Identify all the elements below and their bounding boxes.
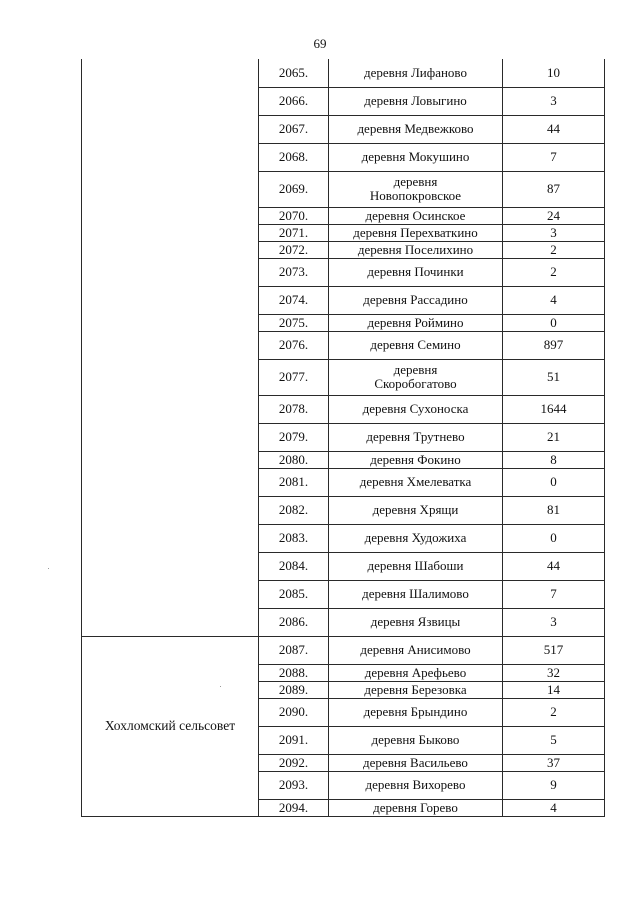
scan-speck	[220, 686, 221, 687]
settlement-count: 7	[503, 580, 605, 608]
settlement-count: 81	[503, 496, 605, 524]
row-number: 2092.	[259, 754, 329, 771]
settlement-count: 4	[503, 799, 605, 816]
settlement-name: деревня Анисимово	[329, 636, 503, 664]
settlement-table	[81, 59, 605, 817]
table-row	[82, 636, 605, 664]
settlement-count: 517	[503, 636, 605, 664]
settlement-name: деревня Хмелеватка	[329, 468, 503, 496]
row-number: 2091.	[259, 726, 329, 754]
settlement-name: деревня Художиха	[329, 524, 503, 552]
region-cell: Хохломский сельсовет	[82, 636, 259, 816]
settlement-count: 37	[503, 754, 605, 771]
settlement-count: 5	[503, 726, 605, 754]
row-number: 2094.	[259, 799, 329, 816]
row-number: 2068.	[259, 143, 329, 171]
settlement-name: деревня Семино	[329, 331, 503, 359]
settlement-count: 87	[503, 171, 605, 207]
settlement-count: 51	[503, 359, 605, 395]
row-number: 2076.	[259, 331, 329, 359]
settlement-count: 10	[503, 59, 605, 87]
settlement-name: деревня Шабоши	[329, 552, 503, 580]
settlement-name: деревня Шалимово	[329, 580, 503, 608]
settlement-count: 44	[503, 115, 605, 143]
settlement-count: 2	[503, 241, 605, 258]
settlement-name: деревня Мокушино	[329, 143, 503, 171]
table-row	[82, 59, 605, 87]
settlement-name: деревня Новопокровское	[329, 171, 503, 207]
settlement-name: деревня Рассадино	[329, 286, 503, 314]
row-number: 2077.	[259, 359, 329, 395]
settlement-name: деревня Горево	[329, 799, 503, 816]
region-cell	[82, 59, 259, 636]
settlement-name: деревня Осинское	[329, 207, 503, 224]
row-number: 2072.	[259, 241, 329, 258]
settlement-name: деревня Васильево	[329, 754, 503, 771]
row-number: 2086.	[259, 608, 329, 636]
settlement-name: деревня Скоробогатово	[329, 359, 503, 395]
settlement-name: деревня Сухоноска	[329, 395, 503, 423]
row-number: 2074.	[259, 286, 329, 314]
row-number: 2082.	[259, 496, 329, 524]
settlement-name: деревня Перехваткино	[329, 224, 503, 241]
row-number: 2079.	[259, 423, 329, 451]
settlement-name: деревня Роймино	[329, 314, 503, 331]
settlement-count: 8	[503, 451, 605, 468]
settlement-name: деревня Медвежково	[329, 115, 503, 143]
settlement-name: деревня Арефьево	[329, 664, 503, 681]
row-number: 2090.	[259, 698, 329, 726]
row-number: 2088.	[259, 664, 329, 681]
row-number: 2070.	[259, 207, 329, 224]
settlement-name: деревня Вихорево	[329, 771, 503, 799]
settlement-name: деревня Березовка	[329, 681, 503, 698]
row-number: 2087.	[259, 636, 329, 664]
settlement-count: 2	[503, 698, 605, 726]
settlement-count: 24	[503, 207, 605, 224]
settlement-name: деревня Трутнево	[329, 423, 503, 451]
page-number: 69	[313, 36, 327, 51]
settlement-name: деревня Быково	[329, 726, 503, 754]
settlement-name: деревня Хрящи	[329, 496, 503, 524]
settlement-name: деревня Фокино	[329, 451, 503, 468]
settlement-count: 0	[503, 314, 605, 331]
row-number: 2083.	[259, 524, 329, 552]
row-number: 2075.	[259, 314, 329, 331]
settlement-count: 14	[503, 681, 605, 698]
row-number: 2067.	[259, 115, 329, 143]
row-number: 2081.	[259, 468, 329, 496]
settlement-name: деревня Язвицы	[329, 608, 503, 636]
settlement-count: 0	[503, 524, 605, 552]
row-number: 2078.	[259, 395, 329, 423]
settlement-table-body	[82, 59, 605, 816]
settlement-count: 7	[503, 143, 605, 171]
settlement-count: 897	[503, 331, 605, 359]
settlement-count: 0	[503, 468, 605, 496]
settlement-count: 21	[503, 423, 605, 451]
settlement-count: 3	[503, 224, 605, 241]
settlement-count: 2	[503, 258, 605, 286]
settlement-count: 44	[503, 552, 605, 580]
row-number: 2066.	[259, 87, 329, 115]
settlement-count: 4	[503, 286, 605, 314]
row-number: 2069.	[259, 171, 329, 207]
settlement-count: 1644	[503, 395, 605, 423]
settlement-name: деревня Брындино	[329, 698, 503, 726]
row-number: 2073.	[259, 258, 329, 286]
settlement-name: деревня Ловыгино	[329, 87, 503, 115]
row-number: 2065.	[259, 59, 329, 87]
settlement-count: 3	[503, 608, 605, 636]
settlement-name: деревня Починки	[329, 258, 503, 286]
row-number: 2071.	[259, 224, 329, 241]
settlement-name: деревня Поселихино	[329, 241, 503, 258]
settlement-count: 9	[503, 771, 605, 799]
row-number: 2084.	[259, 552, 329, 580]
row-number: 2085.	[259, 580, 329, 608]
settlement-count: 32	[503, 664, 605, 681]
row-number: 2089.	[259, 681, 329, 698]
row-number: 2080.	[259, 451, 329, 468]
row-number: 2093.	[259, 771, 329, 799]
settlement-count: 3	[503, 87, 605, 115]
scan-speck	[48, 568, 49, 569]
settlement-name: деревня Лифаново	[329, 59, 503, 87]
